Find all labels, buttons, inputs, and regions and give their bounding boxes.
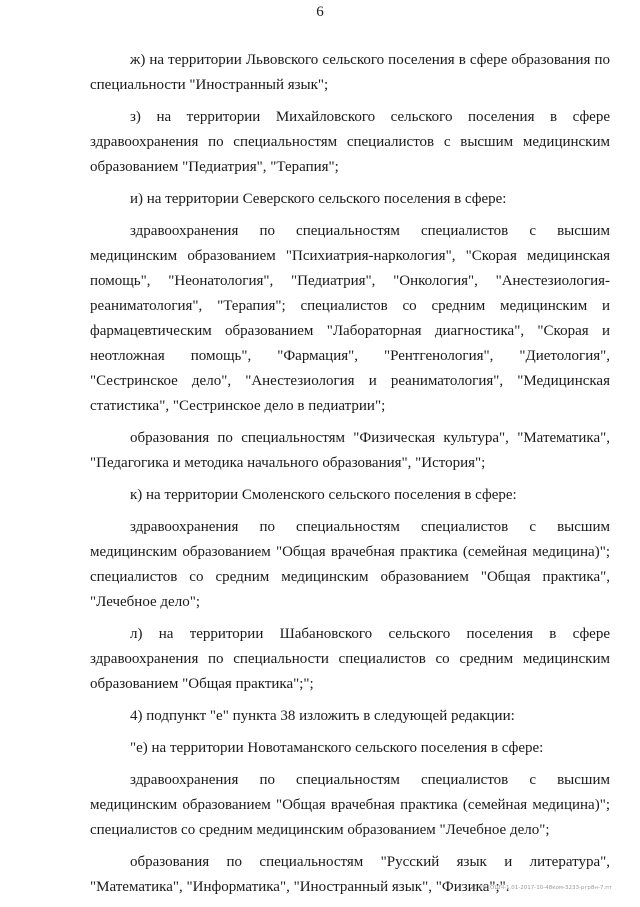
paragraph-i-health: здравоохранения по специальностям специалистов с высшим медицинским образованием "Психиатрия-наркология", "Скорая медицинская помощь", "Неонатология", "Педиатрия", "Онкология", "Анестезиология-реаниматология", "Терапия"; специалистов со средним медицинским и фармацевтическим образованием "Лабораторная диагностика", "Скорая и неотложная помощь", "Фармация", "Рентгенология", "Диетология", "Сестринское дело", "Анестезиология и реаниматология", "Медицинская статистика", "Сестринское дело в педиатрии"; <box>90 223 610 414</box>
paragraph-e: "е) на территории Новотаманского сельского поселения в сфере: <box>130 740 544 756</box>
paragraph-l: л) на территории Шабановского сельского поселения в сфере здравоохранения по специальности специалистов со средним медицинским образованием "Общая практика";"; <box>90 626 610 692</box>
paragraph-z: з) на территории Михайловского сельского поселения в сфере здравоохранения по специальностям специалистов с высшим медицинским образованием "Педиатрия", "Терапия"; <box>90 109 610 175</box>
page-number: 6 <box>316 4 324 20</box>
paragraph-k-health: здравоохранения по специальностям специалистов с высшим медицинским образованием "Общая врачебная практика (семейная медицина)"; специалистов со средним медицинским образованием "Общая практика", "Лечебное дело"; <box>90 519 610 610</box>
paragraph-e-health: здравоохранения по специальностям специалистов с высшим медицинским образованием "Общая врачебная практика (семейная медицина)"; специалистов со средним медицинским образованием "Лечебное дело"; <box>90 772 610 838</box>
footer-code: 20-РЕСОШЧ-1.01-2017-10-48ком-3233-ргр8н-7.пт <box>470 885 612 891</box>
paragraph-zh: ж) на территории Львовского сельского поселения в сфере образования по специальности "Иностранный язык"; <box>90 52 610 93</box>
paragraph-e-education: образования по специальностям "Русский язык и литература", "Математика", "Информатика", "Иностранный язык", "Физика";". <box>90 854 610 895</box>
paragraph-i: и) на территории Северского сельского поселения в сфере: <box>130 191 507 207</box>
paragraph-item-4: 4) подпункт "е" пункта 38 изложить в следующей редакции: <box>130 708 515 724</box>
document-body <box>90 48 610 907</box>
paragraph-i-education: образования по специальностям "Физическая культура", "Математика", "Педагогика и методика начального образования", "История"; <box>90 430 610 471</box>
paragraph-k: к) на территории Смоленского сельского поселения в сфере: <box>130 487 517 503</box>
